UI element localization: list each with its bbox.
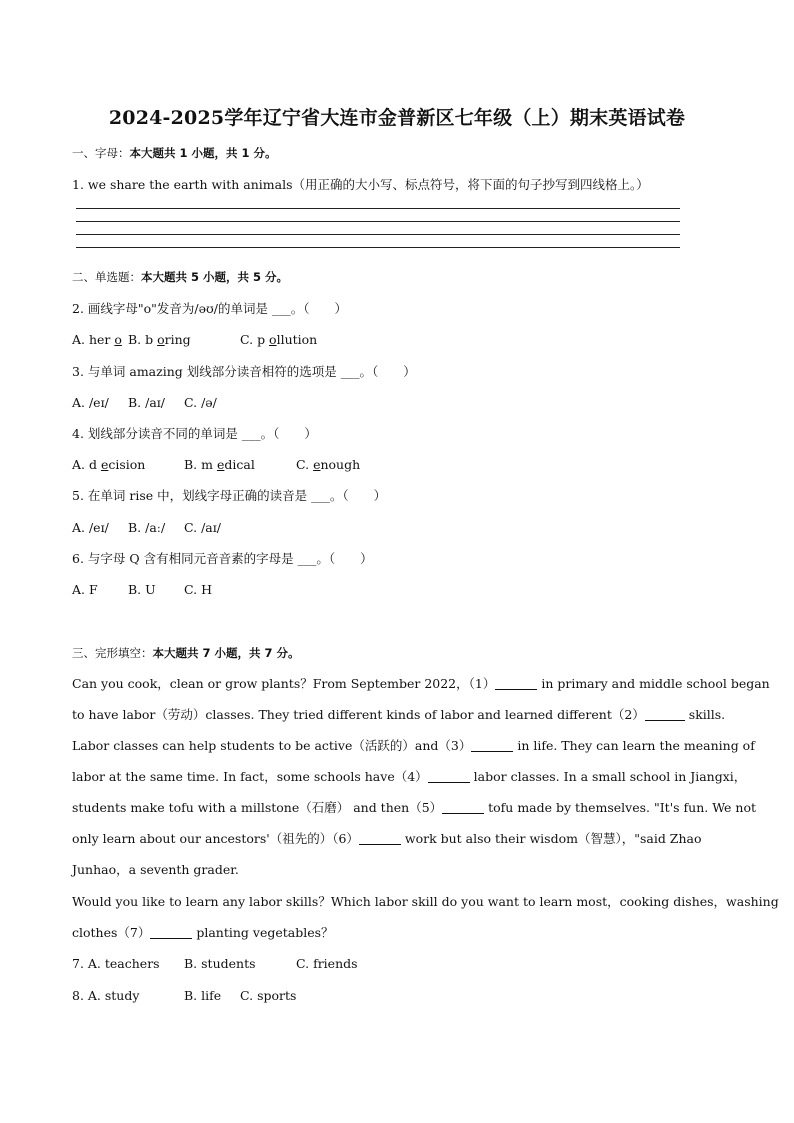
option-a: 8. A. study [72,988,140,1003]
option-a: A. /eɪ/ [72,395,109,410]
option-c: C. /aɪ/ [184,520,221,535]
passage-line: students make tofu with a millstone（石磨） and then（5） tofu made by themselves. "It's fun. We not [72,800,757,815]
question-1: 1. we share the earth with animals（用正确的大小写、标点符号，将下面的句子抄写到四线格上。） [72,177,649,192]
question-5: 5. 在单词 rise 中，划线字母正确的读音是 ___。（ ） [72,488,387,503]
section-1-head: 一、字母： [72,146,130,160]
option-a: A. d ecision [72,457,146,472]
option-b: B. m edical [184,457,255,472]
option-b: B. /aː/ [128,520,166,535]
section-3-desc: 本大题共 7 小题，共 7 分。 [152,646,300,660]
question-2-options [72,331,317,349]
section-2-desc: 本大题共 5 小题，共 5 分。 [141,270,289,284]
option-b: B. U [128,582,156,597]
option-c: C. H [184,582,212,597]
question-2: 2. 画线字母"o"发音为/əʊ/的单词是 ___。（ ） [72,301,347,316]
passage-line: labor at the same time. In fact，some schools have（4） labor classes. In a small school in Jiangxi， [72,769,747,784]
question-4-options [72,456,360,474]
option-a: 7. A. teachers [72,956,160,971]
section-2-head: 二、单选题： [72,270,141,284]
question-5-options [72,519,221,537]
option-c: C. /ə/ [184,395,217,410]
question-7-options [72,955,358,973]
question-8-options [72,987,296,1005]
question-6-options [72,581,212,599]
four-line-grid [76,208,680,254]
question-3: 3. 与单词 amazing 划线部分读音相符的选项是 ___。（ ） [72,364,416,379]
blank-2 [645,708,685,721]
blank-4 [428,770,470,783]
option-c: C. enough [296,457,361,472]
option-a: A. F [72,582,98,597]
passage-line: Can you cook，clean or grow plants？From September 2022，（1） in primary and middle school began [72,676,770,691]
option-c: C. friends [296,956,358,971]
exam-title: 2024-2025学年辽宁省大连市金普新区七年级（上）期末英语试卷 [108,107,686,129]
blank-5 [442,801,484,814]
section-3-header [72,644,300,662]
option-b: B. students [184,956,256,971]
option-a: A. /eɪ/ [72,520,109,535]
blank-1 [495,677,537,690]
passage-line: only learn about our ancestors'（祖先的）（6） work but also their wisdom（智慧），"said Zhao [72,831,702,846]
blank-7 [150,926,192,939]
option-a: A. her o [72,332,122,347]
blank-3 [471,739,513,752]
option-b: B. life [184,988,222,1003]
option-c: C. p ollution [240,332,318,347]
section-1-header [72,144,277,162]
question-6: 6. 与字母 Q 含有相同元音音素的字母是 ___。（ ） [72,551,373,566]
passage-line: to have labor（劳动）classes. They tried different kinds of labor and learned different（2） skills. [72,707,726,722]
question-4: 4. 划线部分读音不同的单词是 ___。（ ） [72,426,317,441]
section-1-desc: 本大题共 1 小题，共 1 分。 [129,146,277,160]
question-3-options [72,394,217,412]
section-3-head: 三、完形填空： [72,646,153,660]
passage-line: clothes（7） planting vegetables？ [72,925,334,940]
option-c: C. sports [240,988,297,1003]
option-b: B. b oring [128,332,191,347]
option-b: B. /aɪ/ [128,395,166,410]
passage-line: Labor classes can help students to be active（活跃的）and（3） in life. They can learn the meaning of [72,738,755,753]
blank-6 [359,832,401,845]
passage-line: Junhao，a seventh grader. [72,862,239,877]
passage-line: Would you like to learn any labor skills？Which labor skill do you want to learn most，cooking dishes，washing [72,894,779,909]
section-2-header [72,268,288,286]
